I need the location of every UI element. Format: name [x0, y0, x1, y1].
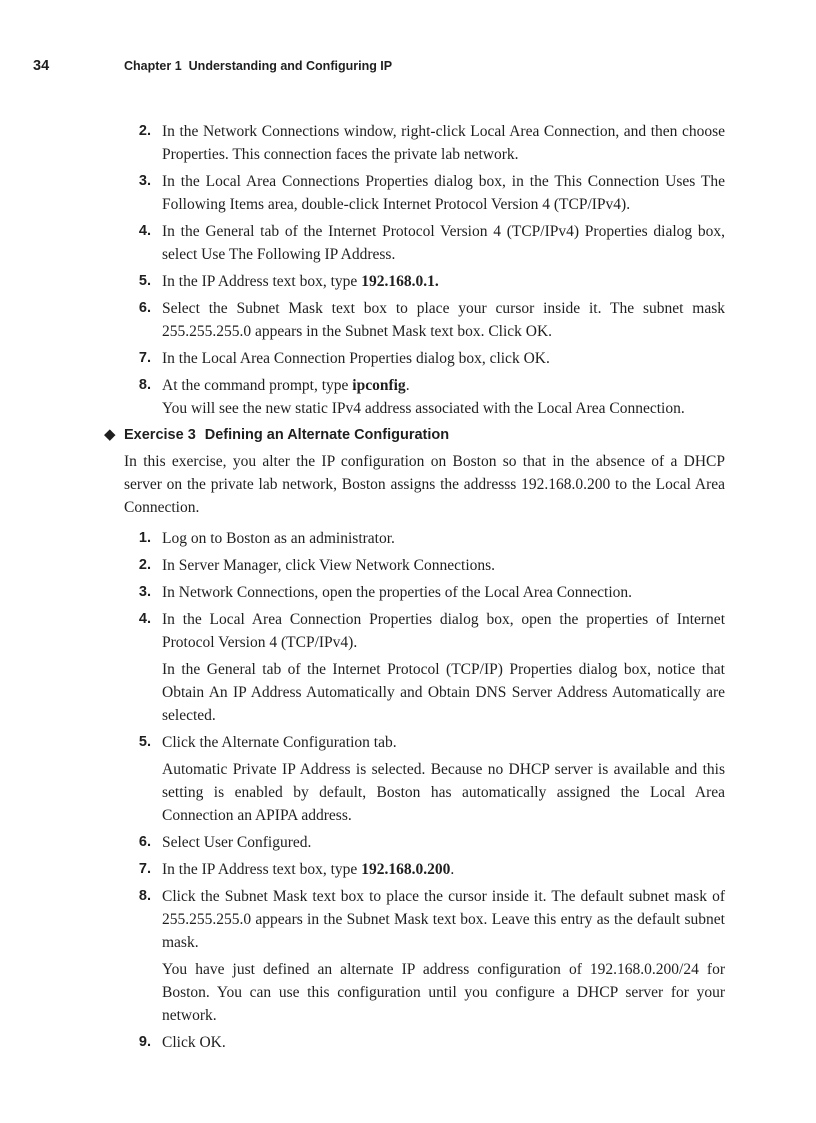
procedure-list — [124, 527, 725, 654]
step-text: In Server Manager, click View Network Connections. — [162, 557, 496, 574]
running-head — [124, 59, 399, 73]
exercise-label: Exercise 3 — [124, 427, 196, 443]
step-note: You will see the new static IPv4 address associated with the Local Area Connection. — [162, 400, 685, 417]
exercise-title: Defining an Alternate Configuration — [204, 427, 450, 443]
step-text: In the Local Area Connections Properties dialog box, in the This Connection Uses The Following Items area, double-click Internet Protocol Version 4 (TCP/IPv4). — [162, 173, 725, 213]
exercise-heading — [104, 424, 725, 446]
step-text: In the IP Address text box, type — [162, 861, 362, 878]
page-header — [0, 58, 816, 78]
step-note: Automatic Private IP Address is selected. Because no DHCP server is available and this setting is enabled by default, Boston has automatically assigned the Local Area Connection an APIPA address. — [162, 761, 725, 824]
list-item — [124, 297, 725, 343]
list-item — [124, 120, 725, 166]
step-number: 3. — [138, 584, 151, 600]
step-text: In the Local Area Connection Properties dialog box, open the properties of Internet Protocol Version 4 (TCP/IPv4). — [162, 611, 725, 651]
step-number: 2. — [138, 123, 151, 139]
page-body — [104, 120, 725, 1058]
step-text: Click the Alternate Configuration tab. — [162, 734, 397, 751]
procedure-list — [124, 831, 725, 954]
diamond-bullet-icon: ◆ — [104, 426, 116, 443]
list-item — [124, 170, 725, 216]
list-item — [124, 347, 725, 370]
typed-value: 192.168.0.1. — [361, 273, 439, 290]
step-text: Select the Subnet Mask text box to place your cursor inside it. The subnet mask 255.255.255.0 appears in the Subnet Mask text box. Click OK. — [162, 300, 725, 340]
step-number: 3. — [138, 173, 151, 189]
procedure-list — [124, 1031, 725, 1054]
list-item — [124, 527, 725, 550]
step-text: In the Local Area Connection Properties dialog box, click OK. — [162, 350, 550, 367]
list-item — [124, 1031, 725, 1054]
step-number: 8. — [138, 888, 151, 904]
list-item — [124, 374, 725, 397]
step-number: 6. — [138, 300, 151, 316]
chapter-title: Understanding and Configuring IP — [188, 59, 393, 73]
list-item — [124, 858, 725, 881]
typed-value: 192.168.0.200 — [361, 861, 451, 878]
list-item — [124, 220, 725, 266]
step-number: 2. — [138, 557, 151, 573]
step-number: 4. — [138, 223, 151, 239]
step-note: In the General tab of the Internet Protocol (TCP/IP) Properties dialog box, notice that Obtain An IP Address Automatically and Obtain DNS Server Address Automatically are selected. — [162, 661, 725, 724]
step-text: Select User Configured. — [162, 834, 312, 851]
step-number: 5. — [138, 273, 151, 289]
list-item — [124, 608, 725, 654]
step-text: Click OK. — [162, 1034, 226, 1051]
step-text-end: . — [405, 377, 410, 394]
list-item — [124, 885, 725, 954]
typed-command: ipconfig — [352, 377, 406, 394]
step-number: 6. — [138, 834, 151, 850]
step-number: 4. — [138, 611, 151, 627]
page-number: 34 — [33, 58, 50, 74]
exercise-intro: In this exercise, you alter the IP configuration on Boston so that in the absence of a DHCP server on the private lab network, Boston assigns the addresss 192.168.0.200 to the Local Area Connection. — [124, 453, 725, 516]
chapter-number: Chapter 1 — [124, 59, 182, 73]
step-number: 1. — [138, 530, 151, 546]
list-item — [124, 270, 725, 293]
step-number: 8. — [138, 377, 151, 393]
step-number: 7. — [138, 350, 151, 366]
step-number: 9. — [138, 1034, 151, 1050]
step-note: You have just defined an alternate IP address configuration of 192.168.0.200/24 for Boston. You can use this configuration until you configure a DHCP server for your network. — [162, 961, 725, 1024]
step-number: 7. — [138, 861, 151, 877]
procedure-list — [124, 731, 725, 754]
list-item — [124, 581, 725, 604]
procedure-list-continued — [124, 120, 725, 397]
step-text: In Network Connections, open the properties of the Local Area Connection. — [162, 584, 633, 601]
step-text: In the General tab of the Internet Protocol Version 4 (TCP/IPv4) Properties dialog box, select Use The Following IP Address. — [162, 223, 725, 263]
list-item — [124, 731, 725, 754]
step-text: Click the Subnet Mask text box to place the cursor inside it. The default subnet mask of 255.255.255.0 appears in the Subnet Mask text box. Leave this entry as the default subnet mask. — [162, 888, 725, 951]
step-number: 5. — [138, 734, 151, 750]
step-text: In the IP Address text box, type — [162, 273, 362, 290]
step-text: In the Network Connections window, right-click Local Area Connection, and then choose Properties. This connection faces the private lab network. — [162, 123, 725, 163]
list-item — [124, 554, 725, 577]
step-text: At the command prompt, type — [162, 377, 353, 394]
list-item — [124, 831, 725, 854]
step-text: Log on to Boston as an administrator. — [162, 530, 395, 547]
step-text-end: . — [450, 861, 455, 878]
